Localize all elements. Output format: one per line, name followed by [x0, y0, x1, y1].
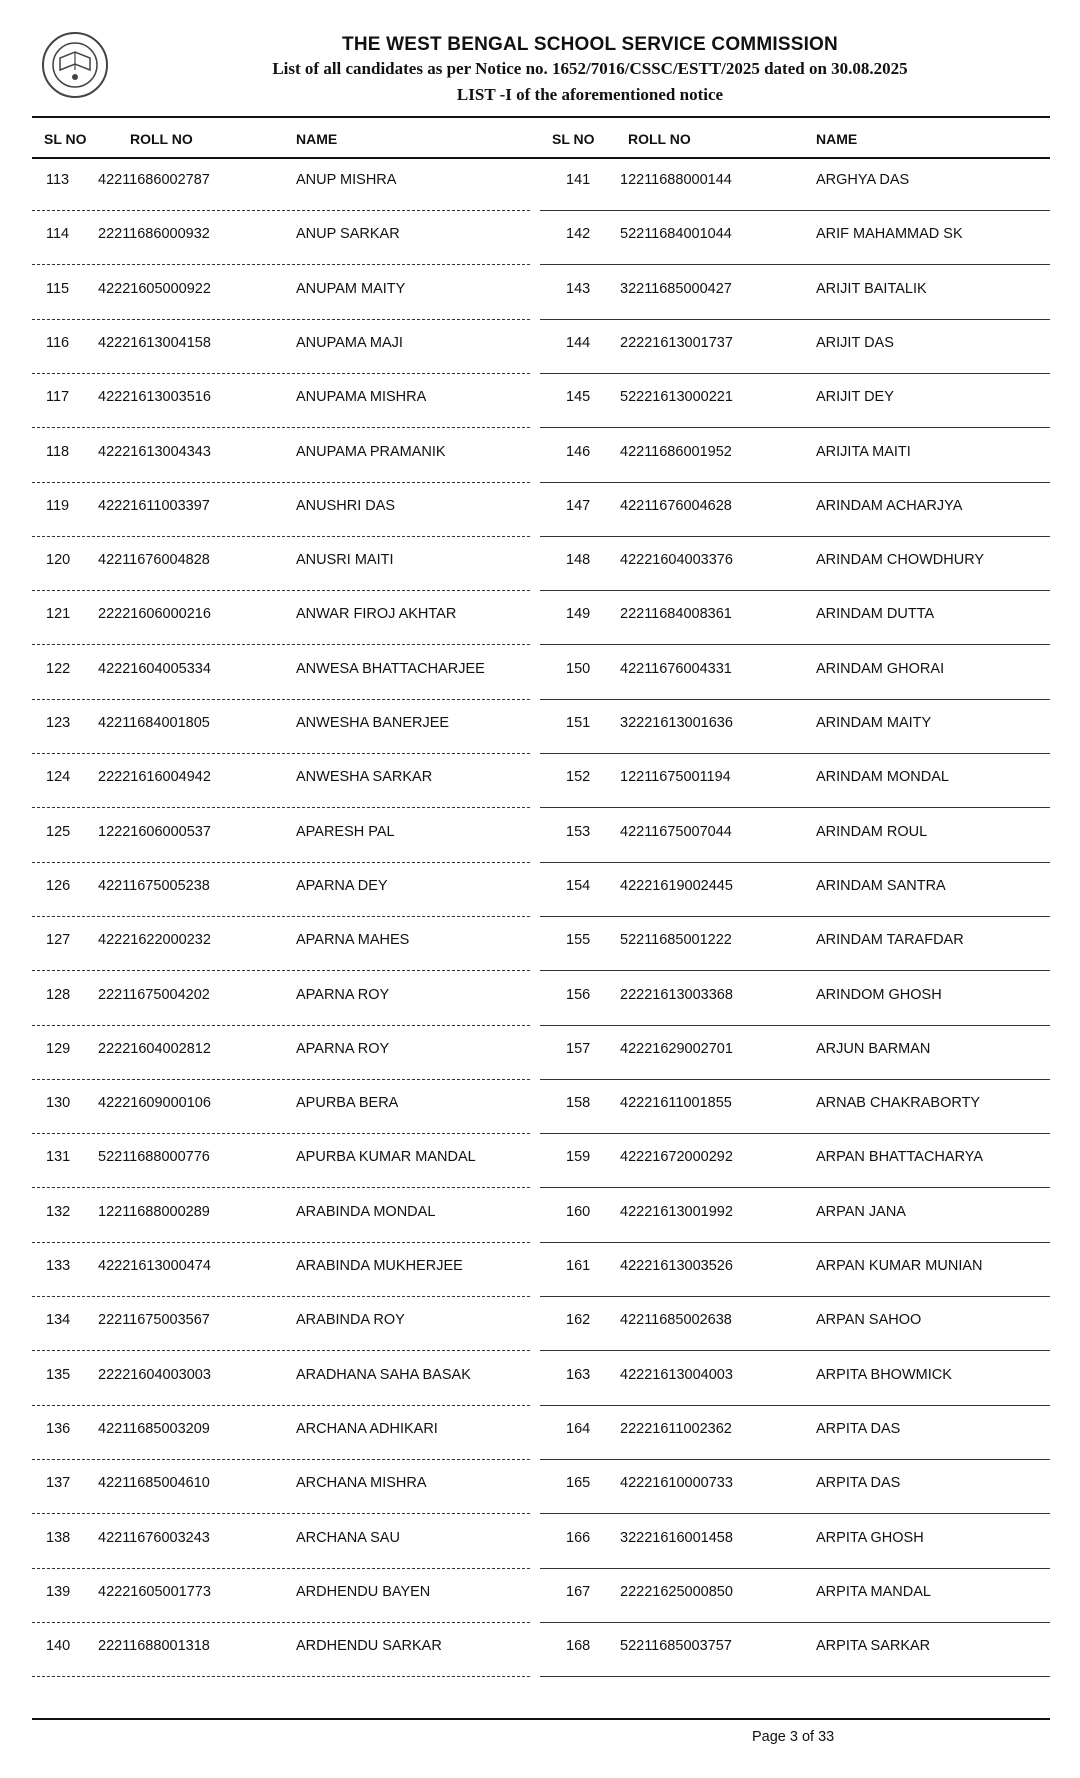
right-row-sl: 145	[566, 389, 591, 405]
col-header-roll-left: ROLL NO	[130, 131, 193, 147]
left-row-sl: 128	[46, 987, 71, 1003]
left-row-roll: 42221613004343	[98, 444, 211, 460]
row-separator	[32, 970, 530, 971]
right-row-name: ARIJIT DAS	[816, 335, 894, 351]
row-separator	[32, 319, 530, 320]
left-row-roll: 42221604005334	[98, 661, 211, 677]
right-row-sl: 156	[566, 987, 591, 1003]
left-row-sl: 131	[46, 1149, 71, 1165]
row-separator	[540, 807, 1050, 808]
left-row-sl: 137	[46, 1475, 71, 1491]
row-separator	[32, 807, 530, 808]
row-separator	[540, 1025, 1050, 1026]
col-header-sl-right: SL NO	[552, 131, 595, 147]
left-row-roll: 42221613004158	[98, 335, 211, 351]
right-row-name: ARPAN SAHOO	[816, 1312, 922, 1328]
right-row-name: ARPITA DAS	[816, 1421, 901, 1437]
commission-seal-logo	[40, 30, 110, 100]
row-separator	[540, 1405, 1050, 1406]
right-row-roll: 32221616001458	[620, 1530, 733, 1546]
row-separator	[32, 1568, 530, 1569]
left-row-name: ANWESHA SARKAR	[296, 769, 433, 785]
left-row-name: ARDHENDU SARKAR	[296, 1638, 442, 1654]
right-row-name: ARINDAM MAITY	[816, 715, 932, 731]
right-row-sl: 161	[566, 1258, 591, 1274]
right-row-name: ARINDAM CHOWDHURY	[816, 552, 985, 568]
right-row-roll: 52211684001044	[620, 226, 732, 242]
right-row-name: ARPAN JANA	[816, 1204, 906, 1220]
row-separator	[32, 753, 530, 754]
left-row-sl: 117	[46, 389, 70, 405]
row-separator	[540, 916, 1050, 917]
right-row-name: ARIJIT BAITALIK	[816, 281, 927, 297]
right-row-roll: 22221625000850	[620, 1584, 733, 1600]
footer-rule	[32, 1718, 1050, 1720]
right-row-sl: 144	[566, 335, 591, 351]
row-separator	[540, 862, 1050, 863]
left-row-name: ANUPAM MAITY	[296, 281, 406, 297]
row-separator	[540, 1079, 1050, 1080]
row-separator	[540, 1350, 1050, 1351]
row-separator	[32, 482, 530, 483]
row-separator	[540, 264, 1050, 265]
right-row-sl: 154	[566, 878, 591, 894]
left-row-roll: 42221611003397	[98, 498, 210, 514]
row-separator	[32, 536, 530, 537]
left-row-name: APARNA ROY	[296, 1041, 390, 1057]
row-separator	[32, 644, 530, 645]
left-row-name: ARABINDA MONDAL	[296, 1204, 436, 1220]
left-row-name: ANUPAMA MAJI	[296, 335, 403, 351]
right-row-name: ARIJITA MAITI	[816, 444, 911, 460]
left-row-roll: 22211675004202	[98, 987, 210, 1003]
left-row-sl: 136	[46, 1421, 71, 1437]
col-header-name-left: NAME	[296, 131, 338, 147]
left-row-roll: 22221604003003	[98, 1367, 211, 1383]
row-separator	[32, 1079, 530, 1080]
right-row-name: ARINDAM ROUL	[816, 824, 928, 840]
left-row-name: ARABINDA ROY	[296, 1312, 405, 1328]
right-row-roll: 42221604003376	[620, 552, 733, 568]
left-row-roll: 22211686000932	[98, 226, 210, 242]
right-row-sl: 162	[566, 1312, 591, 1328]
right-row-roll: 42211676004331	[620, 661, 732, 677]
left-row-sl: 135	[46, 1367, 71, 1383]
left-row-roll: 52211688000776	[98, 1149, 210, 1165]
left-row-roll: 42211686002787	[98, 172, 210, 188]
left-row-roll: 22221604002812	[98, 1041, 211, 1057]
right-row-roll: 52221613000221	[620, 389, 733, 405]
right-row-roll: 42221629002701	[620, 1041, 733, 1057]
right-row-name: ARPITA MANDAL	[816, 1584, 931, 1600]
right-row-name: ARPAN BHATTACHARYA	[816, 1149, 984, 1165]
row-separator	[540, 536, 1050, 537]
left-row-roll: 22221606000216	[98, 606, 211, 622]
right-row-name: ARGHYA DAS	[816, 172, 910, 188]
right-row-roll: 42211676004628	[620, 498, 732, 514]
left-row-sl: 113	[46, 172, 70, 188]
left-row-roll: 42221609000106	[98, 1095, 211, 1111]
right-row-name: ARINDOM GHOSH	[816, 987, 942, 1003]
left-row-name: ARCHANA ADHIKARI	[296, 1421, 438, 1437]
row-separator	[32, 264, 530, 265]
row-separator	[32, 916, 530, 917]
row-separator	[540, 210, 1050, 211]
left-row-sl: 138	[46, 1530, 71, 1546]
right-row-roll: 12211675001194	[620, 769, 731, 785]
row-separator	[32, 1350, 530, 1351]
right-row-sl: 167	[566, 1584, 591, 1600]
notice-subtitle: List of all candidates as per Notice no. 1652/7016/CSSC/ESTT/2025 dated on 30.08.2025	[272, 59, 908, 78]
row-separator	[32, 1513, 530, 1514]
right-row-sl: 155	[566, 932, 591, 948]
right-row-roll: 32221613001636	[620, 715, 733, 731]
right-row-roll: 22221611002362	[620, 1421, 732, 1437]
left-row-roll: 42221605000922	[98, 281, 211, 297]
left-row-sl: 126	[46, 878, 71, 894]
row-separator	[32, 1133, 530, 1134]
page-number: Page 3 of 33	[752, 1729, 835, 1745]
left-row-name: ANUP SARKAR	[296, 226, 400, 242]
left-row-roll: 42211684001805	[98, 715, 210, 731]
row-separator	[540, 644, 1050, 645]
row-separator	[32, 1676, 530, 1677]
right-row-roll: 52211685001222	[620, 932, 732, 948]
right-row-sl: 148	[566, 552, 591, 568]
right-row-roll: 22211684008361	[620, 606, 732, 622]
row-separator	[32, 1622, 530, 1623]
col-header-roll-right: ROLL NO	[628, 131, 691, 147]
left-row-roll: 42211676003243	[98, 1530, 210, 1546]
row-separator	[32, 1025, 530, 1026]
left-row-sl: 134	[46, 1312, 71, 1328]
row-separator	[32, 1242, 530, 1243]
row-separator	[32, 210, 530, 211]
row-separator	[540, 1568, 1050, 1569]
right-row-sl: 165	[566, 1475, 591, 1491]
left-row-sl: 124	[46, 769, 71, 785]
right-row-sl: 153	[566, 824, 591, 840]
left-row-sl: 120	[46, 552, 71, 568]
right-row-sl: 160	[566, 1204, 591, 1220]
left-row-sl: 118	[46, 444, 70, 460]
left-row-name: ANUPAMA PRAMANIK	[296, 444, 446, 460]
left-row-roll: 22211675003567	[98, 1312, 210, 1328]
left-row-roll: 22221616004942	[98, 769, 211, 785]
row-separator	[32, 862, 530, 863]
document-title: THE WEST BENGAL SCHOOL SERVICE COMMISSION	[342, 34, 838, 55]
right-row-sl: 141	[566, 172, 591, 188]
right-row-name: ARPITA SARKAR	[816, 1638, 931, 1654]
right-row-name: ARINDAM ACHARJYA	[816, 498, 963, 514]
left-row-roll: 42211685004610	[98, 1475, 210, 1491]
col-header-name-right: NAME	[816, 131, 858, 147]
left-row-name: APARESH PAL	[296, 824, 395, 840]
right-row-sl: 152	[566, 769, 591, 785]
row-separator	[540, 1133, 1050, 1134]
right-row-name: ARINDAM SANTRA	[816, 878, 946, 894]
right-row-name: ARINDAM MONDAL	[816, 769, 949, 785]
right-row-roll: 22221613003368	[620, 987, 733, 1003]
left-row-name: APARNA MAHES	[296, 932, 410, 948]
right-row-name: ARINDAM TARAFDAR	[816, 932, 964, 948]
right-row-sl: 166	[566, 1530, 591, 1546]
right-row-name: ARINDAM DUTTA	[816, 606, 935, 622]
row-separator	[540, 1242, 1050, 1243]
left-row-name: ANWESA BHATTACHARJEE	[296, 661, 485, 677]
right-row-roll: 32211685000427	[620, 281, 732, 297]
right-row-name: ARJUN BARMAN	[816, 1041, 931, 1057]
row-separator	[540, 319, 1050, 320]
left-row-name: APARNA ROY	[296, 987, 390, 1003]
right-row-sl: 158	[566, 1095, 591, 1111]
right-row-sl: 163	[566, 1367, 591, 1383]
row-separator	[540, 753, 1050, 754]
left-row-roll: 12211688000289	[98, 1204, 210, 1220]
right-row-sl: 168	[566, 1638, 591, 1654]
right-row-name: ARPITA GHOSH	[816, 1530, 924, 1546]
right-row-sl: 164	[566, 1421, 591, 1437]
column-header-rule	[32, 157, 1050, 159]
row-separator	[32, 1296, 530, 1297]
row-separator	[32, 1187, 530, 1188]
row-separator	[540, 427, 1050, 428]
left-row-roll: 42221622000232	[98, 932, 211, 948]
right-row-sl: 147	[566, 498, 591, 514]
col-header-sl-left: SL NO	[44, 131, 87, 147]
right-row-roll: 42221613004003	[620, 1367, 733, 1383]
right-row-name: ARPITA DAS	[816, 1475, 901, 1491]
row-separator	[32, 699, 530, 700]
left-row-roll: 22211688001318	[98, 1638, 210, 1654]
left-row-sl: 127	[46, 932, 71, 948]
right-row-sl: 142	[566, 226, 591, 242]
right-row-roll: 42221613003526	[620, 1258, 733, 1274]
row-separator	[540, 1187, 1050, 1188]
left-row-name: ANWESHA BANERJEE	[296, 715, 450, 731]
left-row-name: ANWAR FIROJ AKHTAR	[296, 606, 457, 622]
row-separator	[540, 373, 1050, 374]
right-row-name: ARPITA BHOWMICK	[816, 1367, 952, 1383]
left-row-sl: 140	[46, 1638, 71, 1654]
row-separator	[540, 482, 1050, 483]
right-row-sl: 146	[566, 444, 591, 460]
left-row-name: APARNA DEY	[296, 878, 388, 894]
right-row-roll: 42221611001855	[620, 1095, 732, 1111]
row-separator	[32, 373, 530, 374]
right-row-roll: 42221613001992	[620, 1204, 733, 1220]
right-row-roll: 42221610000733	[620, 1475, 733, 1491]
left-row-name: ARABINDA MUKHERJEE	[296, 1258, 463, 1274]
right-row-roll: 12211688000144	[620, 172, 732, 188]
left-row-name: ANUSRI MAITI	[296, 552, 394, 568]
left-row-sl: 129	[46, 1041, 71, 1057]
header-rule	[32, 116, 1050, 118]
right-row-name: ARINDAM GHORAI	[816, 661, 945, 677]
left-row-roll: 42211685003209	[98, 1421, 210, 1437]
right-row-name: ARPAN KUMAR MUNIAN	[816, 1258, 983, 1274]
left-row-sl: 115	[46, 281, 70, 297]
row-separator	[540, 699, 1050, 700]
left-row-sl: 114	[46, 226, 70, 242]
right-row-sl: 157	[566, 1041, 591, 1057]
right-row-roll: 42211675007044	[620, 824, 732, 840]
row-separator	[540, 590, 1050, 591]
left-row-sl: 139	[46, 1584, 71, 1600]
right-row-sl: 150	[566, 661, 591, 677]
right-row-roll: 42211686001952	[620, 444, 732, 460]
left-row-roll: 42221605001773	[98, 1584, 211, 1600]
left-row-name: APURBA KUMAR MANDAL	[296, 1149, 476, 1165]
row-separator	[32, 1405, 530, 1406]
left-row-name: ARADHANA SAHA BASAK	[296, 1367, 471, 1383]
row-separator	[540, 1513, 1050, 1514]
right-row-roll: 42221672000292	[620, 1149, 733, 1165]
left-row-name: ANUPAMA MISHRA	[296, 389, 427, 405]
left-row-name: ANUSHRI DAS	[296, 498, 396, 514]
right-row-roll: 42221619002445	[620, 878, 733, 894]
left-row-sl: 121	[46, 606, 71, 622]
row-separator	[32, 590, 530, 591]
left-row-sl: 116	[46, 335, 70, 351]
right-row-roll: 22221613001737	[620, 335, 733, 351]
right-row-sl: 143	[566, 281, 591, 297]
left-row-sl: 133	[46, 1258, 71, 1274]
list-label: LIST -I of the aforementioned notice	[456, 85, 724, 104]
left-row-sl: 130	[46, 1095, 71, 1111]
left-row-roll: 42221613000474	[98, 1258, 211, 1274]
row-separator	[540, 1296, 1050, 1297]
left-row-roll: 42211676004828	[98, 552, 210, 568]
row-separator	[540, 1622, 1050, 1623]
left-row-sl: 132	[46, 1204, 71, 1220]
left-row-roll: 42221613003516	[98, 389, 211, 405]
left-row-roll: 42211675005238	[98, 878, 210, 894]
left-row-name: ARDHENDU BAYEN	[296, 1584, 431, 1600]
row-separator	[540, 1459, 1050, 1460]
left-row-sl: 125	[46, 824, 71, 840]
right-row-name: ARIF MAHAMMAD SK	[816, 226, 963, 242]
right-row-name: ARIJIT DEY	[816, 389, 894, 405]
row-separator	[540, 1676, 1050, 1677]
right-row-name: ARNAB CHAKRABORTY	[816, 1095, 981, 1111]
left-row-name: APURBA BERA	[296, 1095, 399, 1111]
right-row-roll: 42211685002638	[620, 1312, 732, 1328]
row-separator	[32, 1459, 530, 1460]
left-row-sl: 123	[46, 715, 71, 731]
row-separator	[32, 427, 530, 428]
right-row-roll: 52211685003757	[620, 1638, 732, 1654]
right-row-sl: 151	[566, 715, 591, 731]
row-separator	[540, 970, 1050, 971]
left-row-roll: 12221606000537	[98, 824, 211, 840]
right-row-sl: 149	[566, 606, 591, 622]
left-row-name: ARCHANA SAU	[296, 1530, 400, 1546]
left-row-sl: 122	[46, 661, 71, 677]
left-row-name: ANUP MISHRA	[296, 172, 397, 188]
right-row-sl: 159	[566, 1149, 591, 1165]
left-row-sl: 119	[46, 498, 70, 514]
left-row-name: ARCHANA MISHRA	[296, 1475, 427, 1491]
